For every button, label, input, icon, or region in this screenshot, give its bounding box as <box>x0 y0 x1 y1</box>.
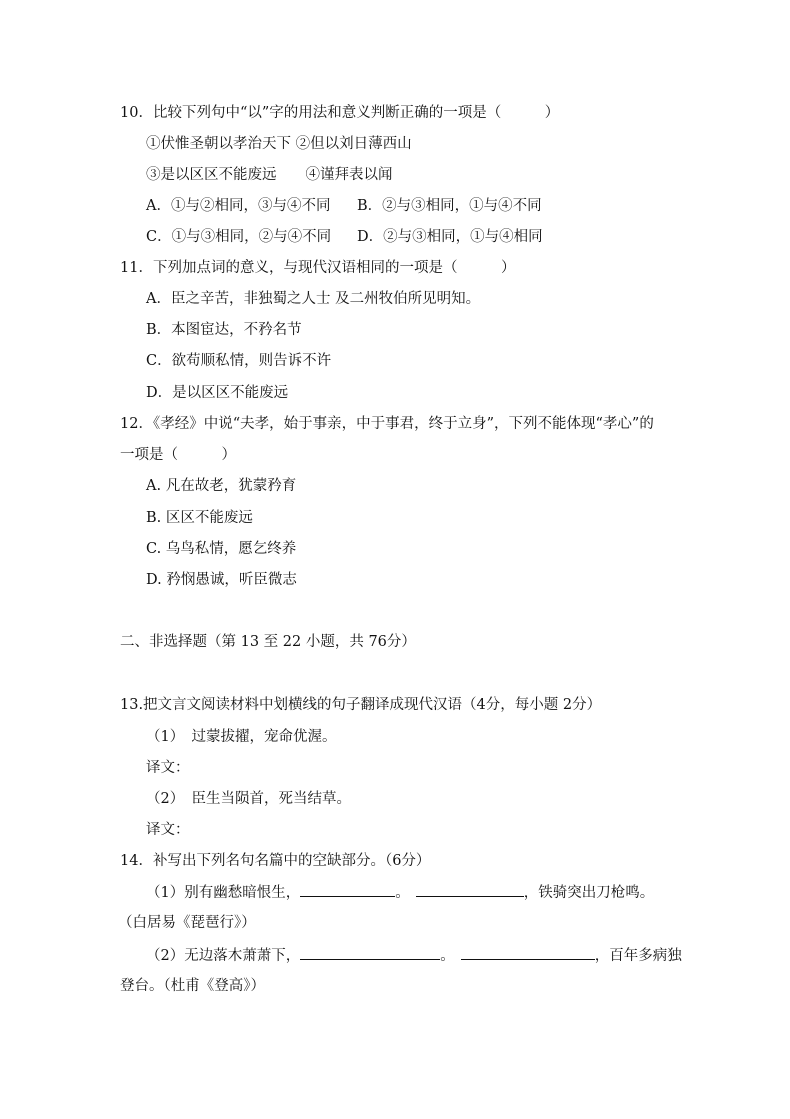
q11-option-b: B．本图宦达，不矜名节 <box>146 322 302 338</box>
q12-option-b: B. 区区不能废远 <box>146 510 253 526</box>
q11-option-d: D．是以区区不能废远 <box>146 385 289 401</box>
q13-item2: （2） 臣生当陨首，死当结草。 <box>146 791 351 807</box>
q12-option-a: A. 凡在故老，犹蒙矜育 <box>146 478 297 494</box>
q12-option-c: C. 乌鸟私情，愿乞终养 <box>146 541 297 557</box>
q14-item2-blank1 <box>300 945 440 960</box>
q12-stem-line1: 12．《孝经》中说“夫孝，始于事亲，中于事君，终于立身”，下列不能体现“孝心”的 <box>120 416 654 432</box>
q14-item2-continuation: 登台。（杜甫《登高》） <box>120 978 265 994</box>
q14-item1-source: （白居易《琵琶行》） <box>118 915 256 931</box>
q14-item1-blank2 <box>416 882 524 897</box>
q11-option-a: A．臣之辛苦，非独蜀之人士 及二州牧伯所见明知。 <box>146 291 481 307</box>
q10-option-c: C．①与③相同，②与④不同 <box>146 229 332 245</box>
q12-option-d: D. 矜悯愚诚，听臣微志 <box>146 572 297 588</box>
q10-option-b: B．②与③相同，①与④不同 <box>357 198 542 214</box>
q14-item2 <box>146 945 682 966</box>
q13-stem: 13.把文言文阅读材料中划横线的句子翻译成现代汉语（4分，每小题 2分） <box>120 697 602 713</box>
q11-stem: 11．下列加点词的意义，与现代汉语相同的一项是（ ） <box>120 260 516 276</box>
q14-item1 <box>146 882 654 903</box>
q14-item2-part2: ，百年多病独 <box>594 948 682 964</box>
q10-sentences-line1: ①伏惟圣朝以孝治天下 ②但以刘日薄西山 <box>146 136 412 152</box>
q14-item1-sep: 。 <box>395 885 410 901</box>
q10-sentences-line2: ③是以区区不能废远 ④谨拜表以闻 <box>146 167 393 183</box>
q10-option-a: A．①与②相同，③与④不同 <box>146 198 331 214</box>
section2-heading: 二、非选择题（第 13 至 22 小题，共 76分） <box>120 634 416 650</box>
q14-item1-blank1 <box>300 882 395 897</box>
q14-stem: 14．补写出下列名句名篇中的空缺部分。（6分） <box>120 853 431 869</box>
q10-option-d: D．②与③相同，①与④相同 <box>357 229 543 245</box>
q14-item2-part1: （2）无边落木萧萧下， <box>146 948 301 964</box>
q14-item1-part1: （1）别有幽愁暗恨生， <box>146 885 301 901</box>
q11-option-c: C．欲苟顺私情，则告诉不许 <box>146 353 332 369</box>
q10-stem: 10．比较下列句中“以”字的用法和意义判断正确的一项是（ ） <box>120 105 560 121</box>
q13-translation2-label: 译文： <box>146 822 190 838</box>
q14-item2-blank2 <box>461 945 595 960</box>
q13-item1: （1） 过蒙拔擢，宠命优渥。 <box>146 729 337 745</box>
q12-stem-line2: 一项是（ ） <box>120 447 236 463</box>
q13-translation1-label: 译文： <box>146 760 190 776</box>
q14-item1-part2: ，铁骑突出刀枪鸣。 <box>523 885 655 901</box>
q14-item2-sep: 。 <box>440 948 455 964</box>
